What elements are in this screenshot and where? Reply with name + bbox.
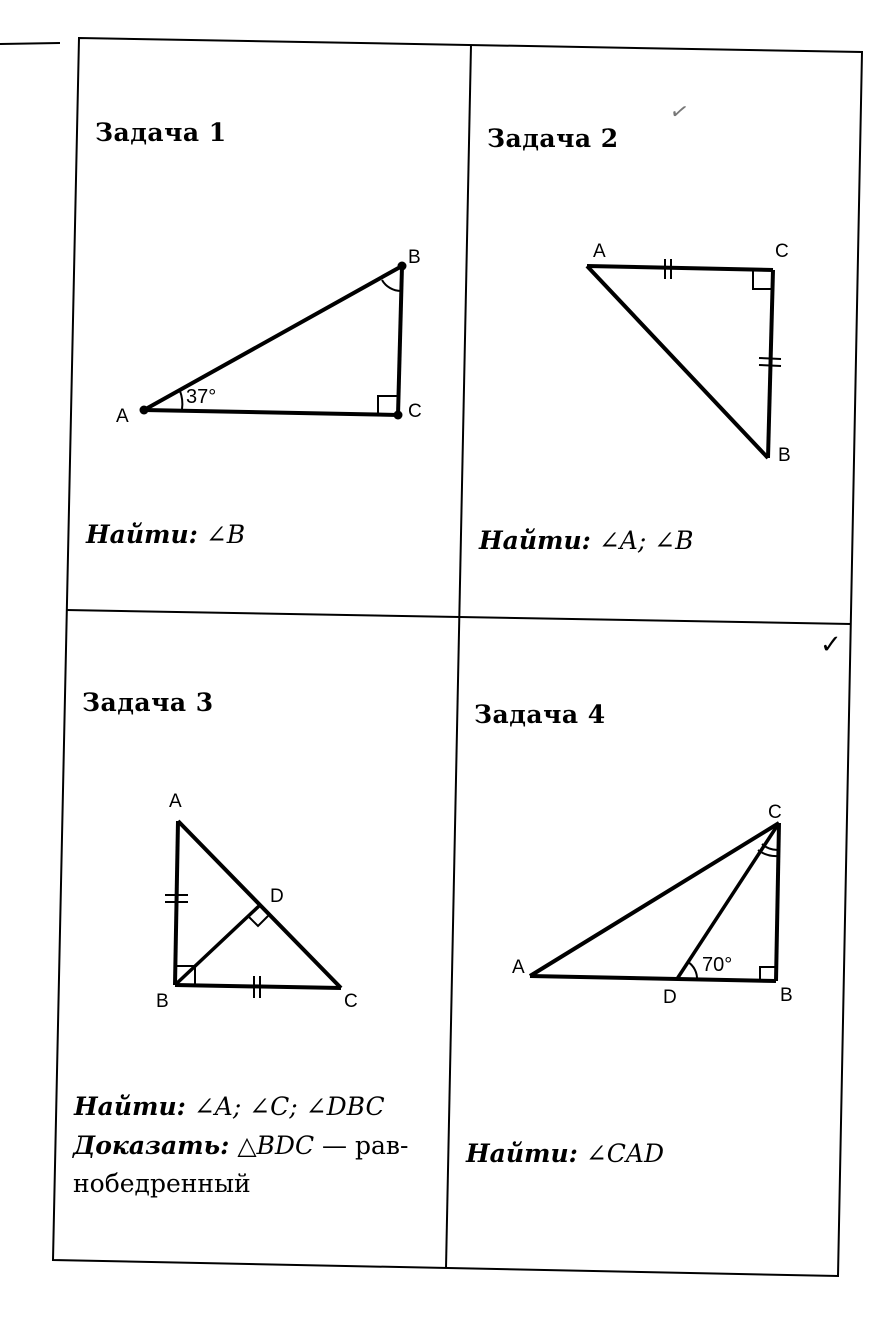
card-divider-vertical	[446, 45, 471, 1268]
problem-3-prove	[73, 1126, 408, 1166]
problem-3-find	[74, 1087, 385, 1127]
fig3-vertex-a: A	[169, 791, 182, 812]
fig4-vertex-c: C	[768, 802, 782, 823]
fig3-vertex-d: D	[270, 886, 284, 907]
fig4-vertex-a: A	[512, 957, 525, 978]
problem-4-title: Задача 4	[474, 700, 606, 729]
fig1-vertex-b: B	[408, 247, 421, 268]
problem-4-find	[466, 1134, 664, 1174]
prove-text: — рав-	[314, 1131, 409, 1160]
fig1-angle-label: 37°	[186, 386, 217, 408]
fig1-vertex-c: C	[408, 401, 422, 422]
find-label: Найти:	[86, 520, 198, 549]
find-targets: ∠A; ∠B	[598, 526, 694, 555]
prove-label: Доказать:	[73, 1131, 230, 1160]
prove-triangle: △BDC	[237, 1131, 315, 1160]
fig1-vertex-a: A	[116, 406, 129, 427]
problem-1-title: Задача 1	[95, 118, 227, 147]
fig2-vertex-a: A	[593, 241, 606, 262]
find-label: Найти:	[74, 1092, 186, 1121]
problem-2-find	[479, 521, 694, 561]
check-mark-1: ✓	[667, 98, 691, 127]
find-label: Найти:	[466, 1139, 578, 1168]
fig3-vertex-b: B	[156, 991, 169, 1012]
fig2-vertex-c: C	[775, 241, 789, 262]
find-targets: ∠A; ∠C; ∠DBC	[193, 1092, 385, 1121]
fig4-angle-label: 70°	[702, 954, 733, 976]
figure-2-triangle	[587, 259, 781, 458]
problem-1-find	[86, 515, 245, 555]
problem-3-prove-line2: нобедренный	[73, 1169, 251, 1198]
fig4-vertex-d: D	[663, 987, 677, 1008]
figure-1-triangle	[140, 262, 407, 420]
check-mark-2: ✓	[820, 630, 842, 660]
figure-3-triangle	[165, 821, 341, 998]
figure-4-triangle	[530, 823, 779, 981]
find-targets: ∠CAD	[585, 1139, 664, 1168]
problem-2-title: Задача 2	[487, 124, 619, 153]
find-label: Найти:	[479, 526, 591, 555]
fig3-vertex-c: C	[344, 991, 358, 1012]
fig2-vertex-b: B	[778, 445, 791, 466]
find-targets: ∠B	[205, 520, 246, 549]
fig4-vertex-b: B	[780, 985, 793, 1006]
problem-3-title: Задача 3	[82, 688, 214, 717]
